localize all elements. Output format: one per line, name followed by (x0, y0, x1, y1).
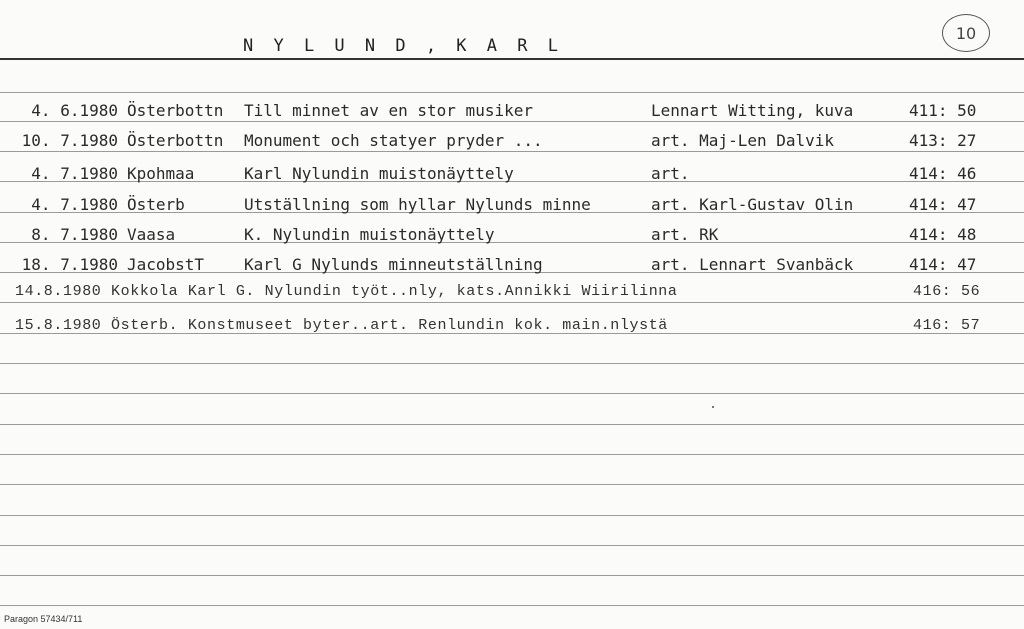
ruled-line (0, 424, 1024, 425)
entry-ref: 411: 50 (909, 101, 977, 120)
entry-title: Utställning som hyllar Nylunds minne (244, 195, 591, 214)
card-footer: Paragon 57434/711 (4, 614, 83, 624)
entry-row (0, 192, 1024, 216)
page-number-circle (942, 14, 990, 52)
entry-paper: JacobstT (127, 255, 205, 274)
entry-row (0, 98, 1024, 122)
entry-author: art. (651, 164, 690, 183)
entry-date: 4. 6.1980 (31, 101, 118, 120)
entry-ref: 414: 46 (909, 164, 977, 183)
ruled-line (0, 575, 1024, 576)
entry-row (0, 278, 1024, 302)
ruled-line (0, 302, 1024, 303)
entry-title: Karl Nylundin muistonäyttely (244, 164, 514, 183)
ink-speck (712, 406, 714, 408)
entry-ref: 416: 56 (913, 283, 981, 300)
entry-ref: 414: 47 (909, 255, 977, 274)
entry-paper: Österbottn (127, 101, 224, 120)
entry-author: art. RK (651, 225, 719, 244)
entry-row (0, 252, 1024, 276)
card-title: N Y L U N D , K A R L (243, 36, 563, 56)
entry-author: art. Lennart Svanbäck (651, 255, 854, 274)
ruled-line (0, 484, 1024, 485)
entry-ref: 413: 27 (909, 131, 977, 150)
entry-ref: 414: 48 (909, 225, 977, 244)
entry-title: K. Nylundin muistonäyttely (244, 225, 495, 244)
entry-ref: 414: 47 (909, 195, 977, 214)
header-rule (0, 58, 1024, 60)
entry-date: 8. 7.1980 (31, 225, 118, 244)
entry-text: 14.8.1980 Kokkola Karl G. Nylundin työt..nly, kats.Annikki Wiirilinna (15, 283, 678, 300)
entry-author: art. Karl-Gustav Olin (651, 195, 854, 214)
ruled-line (0, 545, 1024, 546)
ruled-line (0, 393, 1024, 394)
entry-row (0, 222, 1024, 246)
entry-date: 10. 7.1980 (21, 131, 118, 150)
entry-ref: 416: 57 (913, 317, 981, 334)
ruled-line (0, 605, 1024, 606)
page-number: 10 (955, 23, 977, 43)
ruled-line (0, 92, 1024, 93)
entry-date: 4. 7.1980 (31, 195, 118, 214)
entry-paper: Vaasa (127, 225, 176, 244)
ruled-line (0, 515, 1024, 516)
entry-author: art. Maj-Len Dalvik (651, 131, 835, 150)
entry-paper: Kpohmaa (127, 164, 195, 183)
entry-author: Lennart Witting, kuva (651, 101, 854, 120)
entry-date: 18. 7.1980 (21, 255, 118, 274)
entry-paper: Österbottn (127, 131, 224, 150)
entry-row (0, 312, 1024, 336)
entry-row (0, 128, 1024, 152)
entry-paper: Österb (127, 195, 185, 214)
entry-text: 15.8.1980 Österb. Konstmuseet byter..art. Renlundin kok. main.nlystä (15, 317, 668, 334)
entry-title: Monument och statyer pryder ... (244, 131, 543, 150)
entry-row (0, 161, 1024, 185)
entry-title: Till minnet av en stor musiker (244, 101, 533, 120)
ruled-line (0, 363, 1024, 364)
ruled-line (0, 454, 1024, 455)
entry-date: 4. 7.1980 (31, 164, 118, 183)
entry-title: Karl G Nylunds minneutställning (244, 255, 543, 274)
